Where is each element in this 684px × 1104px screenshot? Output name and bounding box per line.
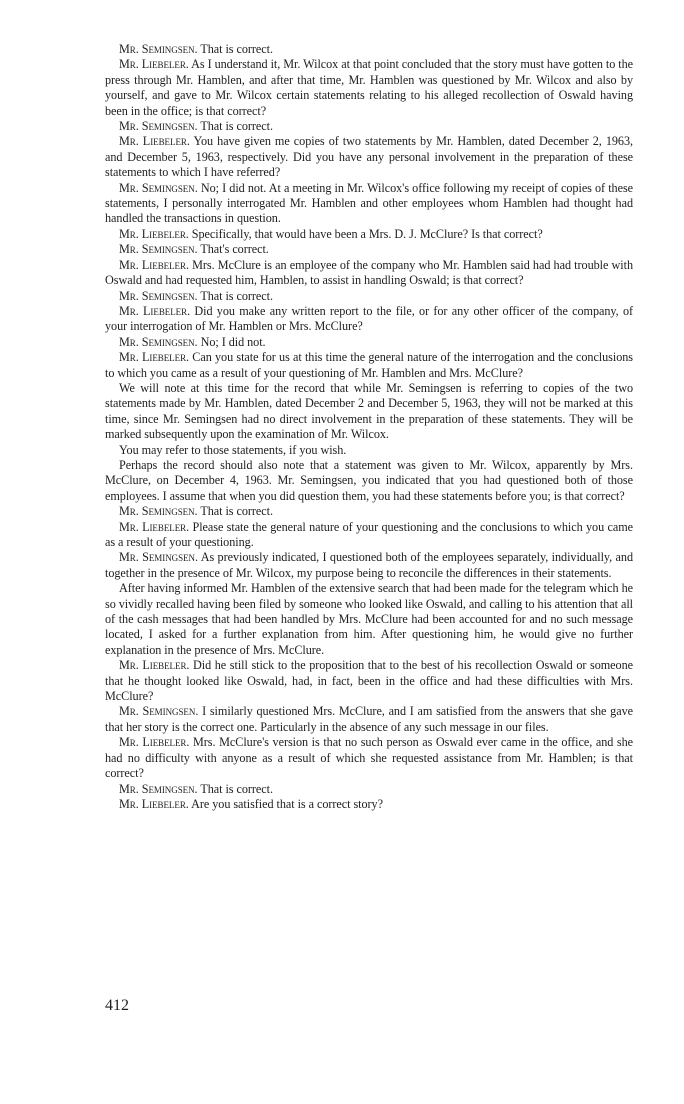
paragraph	[105, 181, 633, 227]
paragraph	[105, 443, 633, 458]
speaker-label: Mr. Semingsen.	[119, 180, 198, 195]
speaker-label: Mr. Liebeler.	[119, 257, 189, 272]
paragraph	[105, 335, 633, 350]
paragraph-text: Perhaps the record should also note that a statement was given to Mr. Wilcox, apparently by Mrs. McClure, on December 4, 1963. Mr. Semingsen, you indicated that you had questioned both of those employees. I assume that when you did question them, you had these statements before you; is that correct?	[105, 457, 633, 503]
paragraph-text: As previously indicated, I questioned both of the employees separately, individually, and together in the presence of Mr. Wilcox, my purpose being to reconcile the differences in their statements.	[105, 550, 634, 580]
paragraph	[105, 735, 633, 781]
paragraph-text: We will note at this time for the record that while Mr. Semingsen is referring to copies of the two statements made by Mr. Hamblen, dated December 2 and December 5, 1963, they will not be marked at this time, since Mr. Semingsen had no direct involvement in the preparation of these statements. They will be marked subsequently upon the examination of Mr. Wilcox.	[105, 380, 633, 442]
paragraph-text: After having informed Mr. Hamblen of the extensive search that had been made for the telegram which he so vividly recalled having been filed by someone who looked like Oswald, and calling to his attention that all of the cash messages that had been handled by Mrs. McClure had been accounted for and no such message located, I asked for a further explanation from him. After questioning him, he would give no further explanation in the presence of Mrs. McClure.	[105, 581, 633, 657]
speaker-label: Mr. Semingsen.	[119, 288, 198, 303]
paragraph-text: You may refer to those statements, if you wish.	[119, 442, 347, 457]
paragraph-text: I similarly questioned Mrs. McClure, and I am satisfied from the answers that she gave that her story is the correct one. Particularly in the absence of any such message in our files.	[105, 704, 633, 734]
paragraph	[105, 350, 633, 381]
paragraph	[105, 134, 633, 180]
paragraph-text: Can you state for us at this time the general nature of the interrogation and the conclusions to which you came as a result of your questioning of Mr. Hamblen and Mrs. McClure?	[105, 350, 633, 380]
paragraph-text: That is correct.	[200, 42, 273, 56]
paragraph-text: That is correct.	[200, 504, 273, 519]
paragraph	[105, 57, 633, 119]
speaker-label: Mr. Semingsen.	[119, 781, 198, 796]
paragraph-text: Mrs. McClure's version is that no such person as Oswald ever came in the office, and she had no difficulty with anyone as a result of which she requested assistance from Mr. Hamblen; is that correct?	[105, 735, 633, 781]
speaker-label: Mr. Liebeler.	[119, 226, 189, 241]
paragraph-text: Did he still stick to the proposition that to the best of his recollection Oswald or someone that he thought looked like Oswald, had, in fact, been in the office and had these difficulties with Mrs. McClure?	[105, 658, 633, 704]
speaker-label: Mr. Liebeler.	[119, 134, 190, 149]
speaker-label: Mr. Liebeler.	[119, 350, 190, 365]
speaker-label: Mr. Liebeler.	[119, 658, 190, 673]
speaker-label: Mr. Liebeler.	[119, 735, 190, 750]
paragraph	[105, 258, 633, 289]
paragraph	[105, 289, 633, 304]
speaker-label: Mr. Semingsen.	[119, 504, 198, 519]
paragraph	[105, 227, 633, 242]
paragraph	[105, 797, 633, 812]
speaker-label: Mr. Semingsen.	[119, 704, 199, 719]
paragraph	[105, 381, 633, 443]
paragraph	[105, 581, 633, 658]
paragraph-text: That is correct.	[200, 781, 273, 796]
paragraph-text: Are you satisfied that is a correct story?	[191, 796, 383, 811]
paragraph	[105, 304, 633, 335]
speaker-label: Mr. Semingsen.	[119, 550, 198, 565]
speaker-label: Mr. Liebeler.	[119, 796, 189, 811]
paragraph	[105, 504, 633, 519]
paragraph-text: That is correct.	[200, 119, 273, 134]
speaker-label: Mr. Liebeler.	[119, 519, 190, 534]
paragraph	[105, 658, 633, 704]
speaker-label: Mr. Semingsen.	[119, 242, 198, 257]
paragraph-text: Specifically, that would have been a Mrs. D. J. McClure? Is that correct?	[191, 226, 543, 241]
paragraph-text: No; I did not.	[200, 334, 266, 349]
speaker-label: Mr. Liebeler.	[119, 57, 189, 72]
paragraph-text: No; I did not. At a meeting in Mr. Wilcox's office following my receipt of copies of these statements, I personally interrogated Mr. Hamblen and other employees whom Hamblen had thought had handled the transactions in question.	[105, 180, 633, 226]
paragraph	[105, 42, 633, 57]
page-number: 412	[105, 997, 129, 1014]
paragraph-text: That's correct.	[200, 242, 269, 257]
paragraph	[105, 119, 633, 134]
speaker-label: Mr. Liebeler.	[119, 303, 191, 318]
paragraph-text: That is correct.	[200, 288, 273, 303]
speaker-label: Mr. Semingsen.	[119, 119, 198, 134]
paragraph-text: Please state the general nature of your questioning and the conclusions to which you came as a result of your questioning.	[105, 519, 633, 549]
speaker-label: Mr. Semingsen.	[119, 334, 198, 349]
paragraph	[105, 782, 633, 797]
testimony-text	[105, 42, 633, 812]
paragraph	[105, 550, 633, 581]
paragraph	[105, 520, 633, 551]
paragraph-text: Did you make any written report to the file, or for any other officer of the company, of your interrogation of Mr. Hamblen or Mrs. McClure?	[105, 303, 633, 334]
speaker-label: Mr. Semingsen.	[119, 42, 198, 56]
paragraph-text: As I understand it, Mr. Wilcox at that point concluded that the story must have gotten to the press through Mr. Hamblen, and after that time, Mr. Hamblen was questioned by Mr. Wilcox and also by yourself, and gave to Mr. Wilcox certain statements relating to his alleged recollection of Oswald having been in the office; is that correct?	[105, 57, 634, 118]
paragraph	[105, 242, 633, 257]
paragraph-text: You have given me copies of two statements by Mr. Hamblen, dated December 2, 1963, and December 5, 1963, respectively. Did you have any personal involvement in the preparation of these statements to which I have referred?	[105, 134, 633, 180]
paragraph	[105, 458, 633, 504]
paragraph	[105, 704, 633, 735]
paragraph-text: Mrs. McClure is an employee of the company who Mr. Hamblen said had had trouble with Oswald and had requested him, Hamblen, to assist in handling Oswald; is that correct?	[105, 257, 633, 288]
